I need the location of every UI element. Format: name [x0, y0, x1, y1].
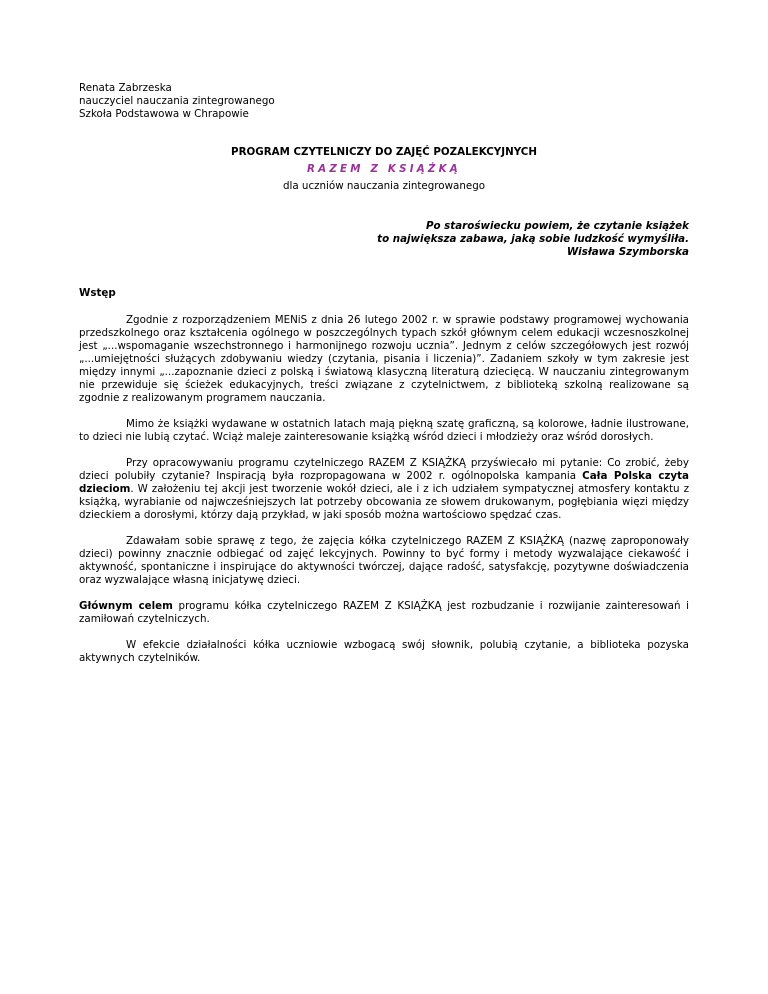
paragraph-3-text-b: . W założeniu tej akcji jest tworzenie wokół dzieci, ale i z ich udziałem sympatycznej atmosfery kontaktu z książką, wyrabianie od najwcześniejszych lat potrzeby obcowania ze słowem drukowanym, pogłębiania więzi między dzieckiem a dorosłymi, którzy dają przykład, w jaki sposób można wartościowo spędzać czas. — [79, 483, 689, 521]
author-role: nauczyciel nauczania zintegrowanego — [79, 95, 275, 107]
motto-line-1: Po staroświecku powiem, że czytanie książek — [425, 220, 689, 232]
paragraph-4: Zdawałam sobie sprawę z tego, że zajęcia kółka czytelniczego RAZEM Z KSIĄŻKĄ (nazwę zaproponowały dzieci) powinny znacznie odbiegać od zajęć lekcyjnych. Powinny to być formy i metody wyzwalające ciekawość i aktywność, spontaniczne i inspirujące do aktywności twórczej, dające radość, satysfakcję, pozytywne doświadczenia oraz wyzwalające własną inicjatywę dzieci. — [79, 535, 689, 586]
document-heading: PROGRAM CZYTELNICZY DO ZAJĘĆ POZALEKCYJNYCH — [231, 146, 537, 158]
paragraph-2: Mimo że książki wydawane w ostatnich latach mają piękną szatę graficzną, są kolorowe, ładnie ilustrowane, to dzieci nie lubią czytać. Wciąż maleje zainteresowanie książką wśród dzieci i młodzieży oraz wśród dorosłych. — [79, 418, 689, 443]
paragraph-5 — [79, 600, 689, 626]
paragraph-1: Zgodnie z rozporządzeniem MENiS z dnia 26 lutego 2002 r. w sprawie podstawy programowej wychowania przedszkolnego oraz kształcenia ogólnego w poszczególnych typach szkół głównym celem edukacji wczesnoszkolnej jest „...wspomaganie wszechstronnego i harmonijnego rozwoju ucznia”. Jednym z celów szczegółowych jest rozwój „...umiejętności służących zdobywaniu wiedzy (czytania, pisania i liczenia)”. Zadaniem szkoły w tym zakresie jest między innymi „...zapoznanie dzieci z polską i światową klasyczną literaturą dziecięcą. W nauczaniu zintegrowanym nie przewiduje się ścieżek edukacyjnych, treści związane z czytelnictwem, z biblioteką szkolną realizowane są zgodnie z realizowanym programem nauczania. — [79, 314, 689, 404]
document-page — [79, 82, 689, 665]
author-school: Szkoła Podstawowa w Chrapowie — [79, 108, 249, 120]
paragraph-3 — [79, 457, 689, 522]
paragraph-5-text: programu kółka czytelniczego RAZEM Z KSIĄŻKĄ jest rozbudzanie i rozwijanie zainteresowań i zamiłowań czytelniczych. — [79, 600, 690, 625]
motto-author: Wisława Szymborska — [566, 246, 689, 258]
author-block — [79, 82, 689, 121]
author-name: Renata Zabrzeska — [79, 82, 172, 94]
main-goal-label: Głównym celem — [79, 600, 173, 612]
section-title: Wstęp — [79, 287, 116, 299]
motto-line-2: to największa zabawa, jaką sobie ludzkość wymyśliła. — [377, 233, 689, 245]
program-name: RAZEM Z KSIĄŻKĄ — [307, 163, 461, 175]
campaign-name: Cała Polska czyta dzieciom — [79, 470, 690, 495]
paragraph-3-text-a: Przy opracowywaniu programu czytelniczego RAZEM Z KSIĄŻKĄ przyświecało mi pytanie: Co zrobić, żeby dzieci polubiły czytanie? Inspiracją była rozpropagowana w 2002 r. ogólnopolska kampania — [79, 457, 689, 482]
paragraph-6: W efekcie działalności kółka uczniowie wzbogacą swój słownik, polubią czytanie, a biblioteka pozyska aktywnych czytelników. — [79, 639, 689, 664]
target-audience: dla uczniów nauczania zintegrowanego — [282, 180, 486, 192]
motto-quote — [79, 220, 689, 259]
